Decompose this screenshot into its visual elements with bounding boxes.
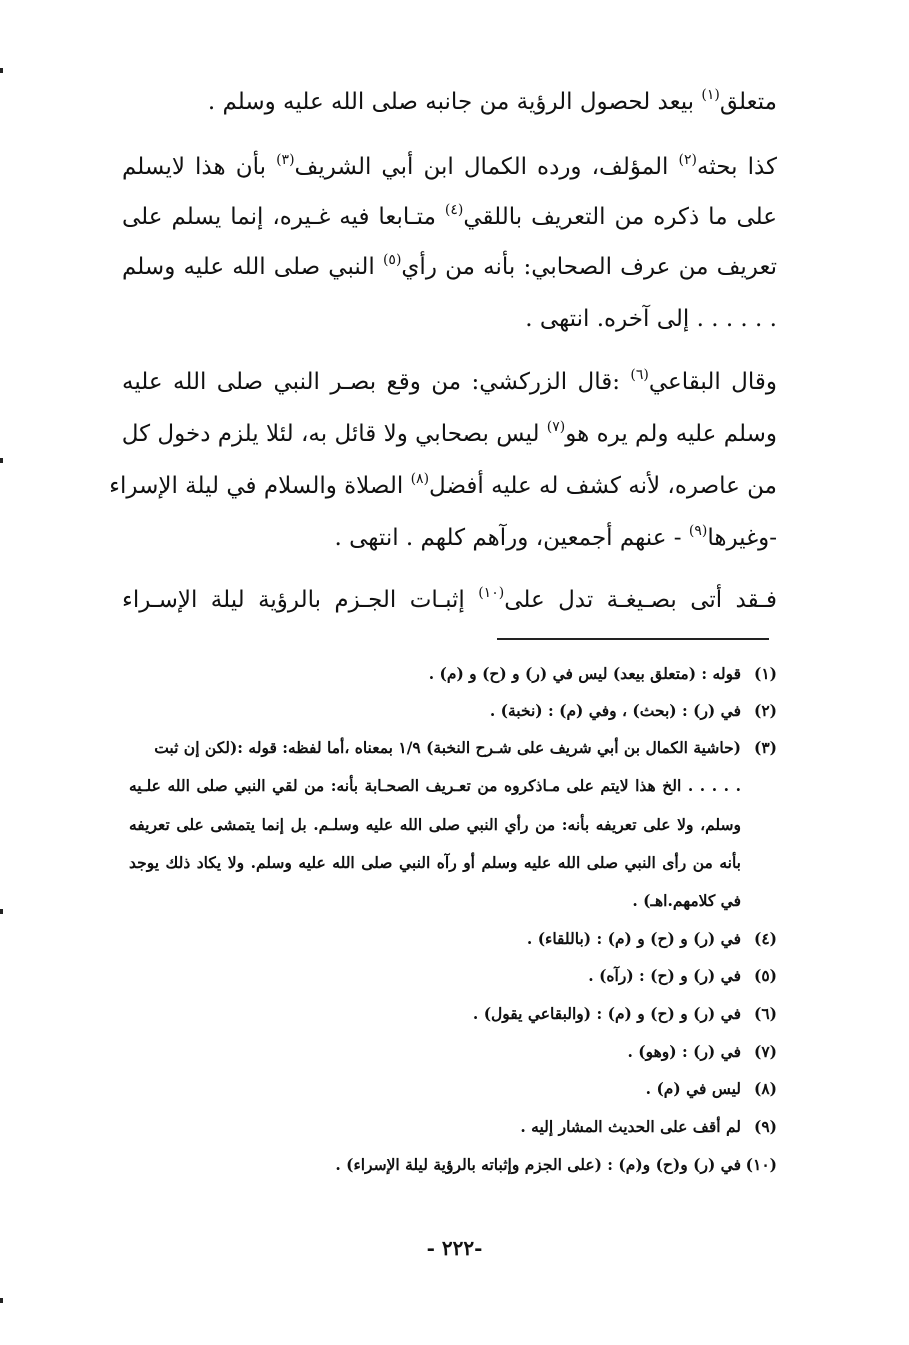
footnote-ref[interactable]: (٤)	[444, 202, 464, 218]
text-line	[122, 412, 777, 456]
text-run: وسلم عليه ولم يره هو	[565, 421, 777, 447]
footnote-text: في (ر) و (ح) : (رآه) .	[588, 966, 741, 985]
footnote-3-continuation: في كلامهم.اهـ) .	[632, 891, 741, 910]
footnote-separator	[497, 638, 769, 640]
text-run: إثبـات الجـزم بالرؤية ليلة الإسـراء	[122, 587, 479, 613]
footnote-ref[interactable]: (٣)	[276, 152, 295, 168]
footnote-text: ليس في (م) .	[645, 1079, 741, 1098]
text-run: كذا بحثه	[696, 154, 777, 180]
scan-edge-mark	[0, 458, 3, 463]
text-run: :قال الزركشي: من وقع بصـر النبي صلى الله عليه	[122, 369, 631, 395]
footnote-number: (٥)	[753, 966, 777, 985]
footnote-ref[interactable]: (٧)	[546, 419, 566, 435]
footnote-number: (٣)	[753, 738, 777, 757]
text-run: تعريف من عرف الصحابي: بأنه من رأي	[401, 254, 777, 280]
footnote-number: (٩)	[753, 1117, 777, 1136]
footnote-ref[interactable]: (٦)	[630, 367, 649, 383]
text-line	[122, 245, 777, 289]
footnote-1	[117, 657, 777, 691]
footnote-2	[117, 694, 777, 728]
footnote-9	[117, 1110, 777, 1144]
footnote-text: في (ر) و(ح) و(م) : (على الجزم وإثباته بالرؤية ليلة الإسراء) .	[335, 1155, 741, 1174]
footnote-10	[117, 1148, 777, 1182]
footnote-number: (٤)	[753, 929, 777, 948]
footnote-5	[117, 959, 777, 993]
footnote-number: (١٠)	[745, 1155, 777, 1174]
footnote-3-continuation: وسلم، ولا على تعريفه بأنه: من رأي النبي صلى الله عليه وسلـم. بل إنما يتمشى على تعريفه	[129, 815, 741, 834]
text-run: بيعد لحصول الرؤية من جانبه صلى الله عليه وسلم .	[207, 89, 702, 115]
page-number: - ٢٢٢-	[426, 1236, 483, 1260]
footnote-number: (٢)	[753, 701, 777, 720]
text-run: بأن هذا لايسلم	[122, 154, 277, 180]
footnote-7	[117, 1035, 777, 1069]
footnote-3-continuation: . . . . . الخ هذا لايتم على مـاذكروه من تعـريف الصحـابة بأنه: من لقي النبي صلى الله علـيه	[129, 776, 741, 795]
footnote-3-continuation: بأنه من رأى النبي صلى الله عليه وسلم أو رآه النبي صلى الله عليه وسلم. ولا يكاد ذلك يوجد	[129, 853, 741, 872]
footnote-ref[interactable]: (٩)	[688, 523, 708, 539]
text-run: المؤلف، ورده الكمال ابن أبي الشريف	[294, 154, 679, 180]
text-line	[122, 145, 777, 189]
text-line	[122, 80, 777, 124]
text-run: متـابعا فيه غـيره، إنما يسلم على	[122, 204, 445, 230]
footnote-4	[117, 922, 777, 956]
text-run: الصلاة والسلام في ليلة الإسراء	[109, 473, 411, 499]
text-line	[122, 578, 777, 622]
footnote-number: (٧)	[753, 1042, 777, 1061]
text-run: من عاصره، لأنه كشف له عليه أفضل	[429, 473, 777, 499]
footnote-text: قوله : (متعلق بيعد) ليس في (ر) و (ح) و (م) .	[428, 664, 741, 683]
footnote-text: (حاشية الكمال بن أبي شريف على شـرح النخبة) ١/٩ بمعناه ،أما لفظه: قوله :(لكن إن ثبت	[154, 738, 741, 757]
text-run: النبي صلى الله عليه وسلم	[122, 254, 383, 280]
footnote-number: (١)	[753, 664, 777, 683]
footnote-number: (٦)	[753, 1004, 777, 1023]
text-run: وقال البقاعي	[648, 369, 777, 395]
text-line	[122, 195, 777, 239]
scan-edge-mark	[0, 1298, 3, 1303]
text-line	[122, 297, 777, 341]
text-line	[122, 516, 777, 560]
text-run: - عنهم أجمعين، ورآهم كلهم . انتهى .	[334, 525, 689, 551]
footnote-6	[117, 997, 777, 1031]
footnote-text: لم أقف على الحديث المشار إليه .	[520, 1117, 741, 1136]
scan-edge-mark	[0, 909, 3, 914]
footnote-text: في (ر) و (ح) و (م) : (والبقاعي يقول) .	[472, 1004, 741, 1023]
scan-edge-mark	[0, 68, 3, 73]
footnote-text: في (ر) و (ح) و (م) : (باللقاء) .	[526, 929, 741, 948]
footnote-ref[interactable]: (١)	[701, 87, 720, 103]
footnote-text: في (ر) : (بحث) ، وفي (م) : (نخبة) .	[489, 701, 741, 720]
footnote-8	[117, 1072, 777, 1106]
footnote-ref[interactable]: (٨)	[410, 471, 430, 487]
footnote-ref[interactable]: (٢)	[678, 152, 697, 168]
text-run: . . . . . . إلى آخره. انتهى .	[525, 306, 777, 332]
text-run: فـقد أتى بصـيغـة تدل على	[504, 587, 777, 613]
text-run: ليس بصحابي ولا قائل به، لئلا يلزم دخول كل	[121, 421, 547, 447]
footnote-number: (٨)	[753, 1079, 777, 1098]
text-line	[109, 464, 777, 508]
footnote-text: في (ر) : (وهو) .	[627, 1042, 741, 1061]
footnote-3	[117, 731, 777, 765]
text-run: على ما ذكره من التعريف باللقي	[463, 204, 777, 230]
footnote-ref[interactable]: (٥)	[382, 252, 402, 268]
footnote-ref[interactable]: (١٠)	[478, 585, 505, 601]
text-run: -وغيرها	[707, 525, 777, 551]
text-line	[122, 360, 777, 404]
text-run: متعلق	[719, 89, 777, 115]
